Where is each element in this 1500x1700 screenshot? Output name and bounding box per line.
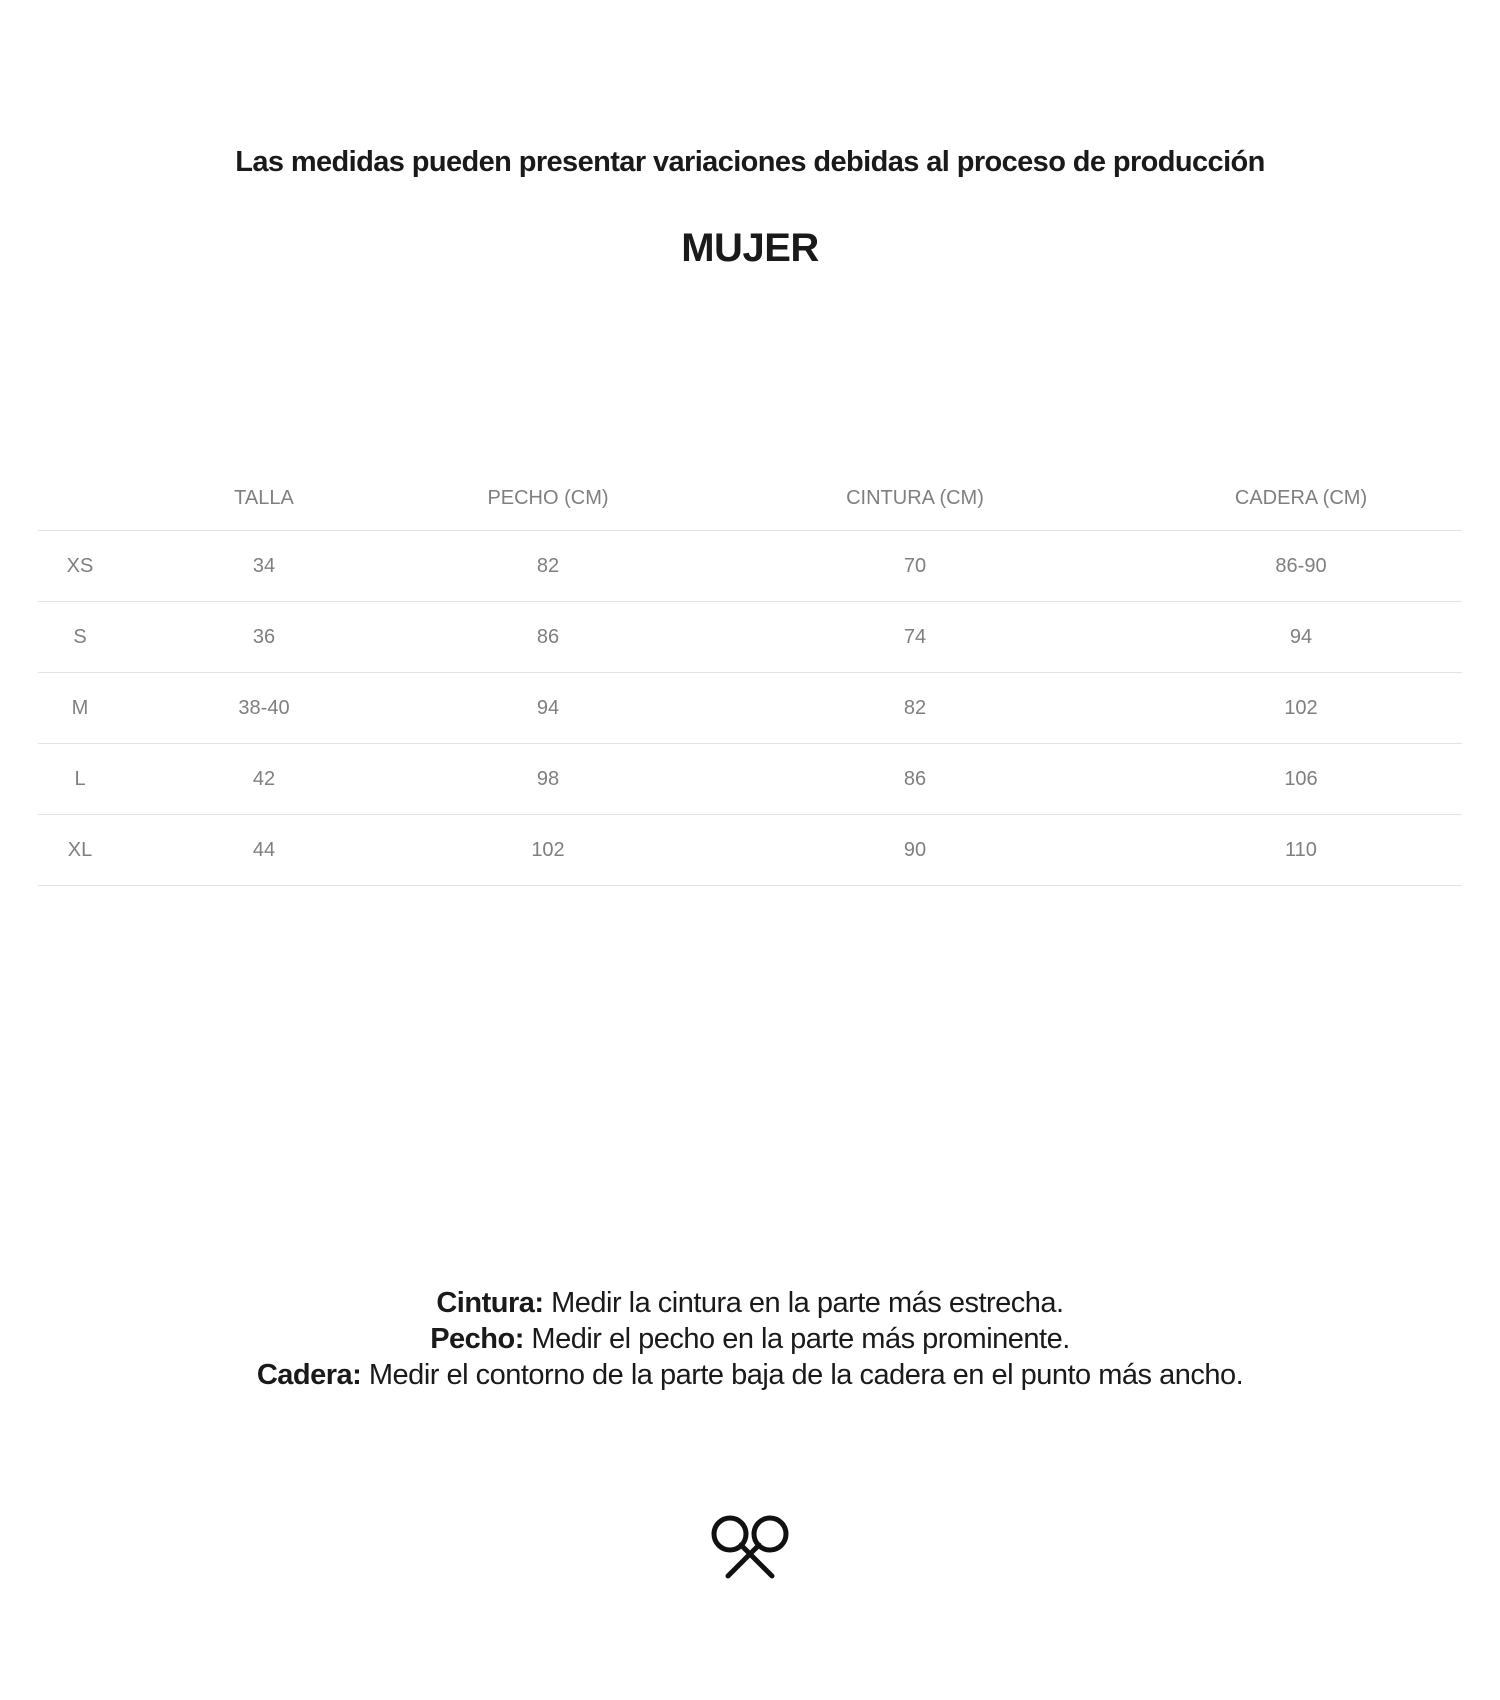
instruction-line-cintura [0,1285,1500,1321]
size-label-cell: M [38,673,122,744]
cadera-cell: 106 [1140,744,1462,815]
table-header-row [38,466,1462,531]
talla-cell: 44 [122,815,406,886]
cadera-cell: 94 [1140,602,1462,673]
talla-cell: 38-40 [122,673,406,744]
instruction-text: Medir el contorno de la parte baja de la cadera en el punto más ancho. [361,1359,1244,1391]
cintura-cell: 70 [690,531,1140,602]
cadera-cell: 110 [1140,815,1462,886]
size-label-cell: L [38,744,122,815]
size-label-cell: XL [38,815,122,886]
size-label-cell: S [38,602,122,673]
production-variation-notice: Las medidas pueden presentar variaciones debidas al proceso de producción [235,146,1265,178]
cintura-cell: 90 [690,815,1140,886]
instruction-term: Cadera: [256,1359,362,1391]
table-row [38,744,1462,815]
header-cell-pecho: PECHO (CM) [406,466,690,531]
cintura-cell: 82 [690,673,1140,744]
talla-cell: 42 [122,744,406,815]
pecho-cell: 82 [406,531,690,602]
table-row [38,602,1462,673]
header-cell-cintura: CINTURA (CM) [690,466,1140,531]
talla-cell: 36 [122,602,406,673]
instruction-text: Medir el pecho en la parte más prominente. [523,1323,1070,1355]
instruction-line-pecho [0,1321,1500,1357]
pecho-cell: 94 [406,673,690,744]
cintura-cell: 86 [690,744,1140,815]
instruction-line-cadera [0,1357,1500,1393]
crossed-rackets-icon [710,1514,790,1580]
instruction-term: Cintura: [436,1287,544,1319]
cadera-cell: 102 [1140,673,1462,744]
cadera-cell: 86-90 [1140,531,1462,602]
table-row [38,531,1462,602]
talla-cell: 34 [122,531,406,602]
instruction-text: Medir la cintura en la parte más estrecha. [543,1287,1064,1319]
instruction-term: Pecho: [430,1323,524,1355]
measurement-instructions [0,1285,1500,1393]
size-chart-table [38,466,1462,886]
section-title: MUJER [681,226,819,270]
header-cell-cadera: CADERA (CM) [1140,466,1462,531]
table-row [38,815,1462,886]
pecho-cell: 98 [406,744,690,815]
pecho-cell: 102 [406,815,690,886]
header-cell-talla: TALLA [122,466,406,531]
cintura-cell: 74 [690,602,1140,673]
size-label-cell: XS [38,531,122,602]
table-row [38,673,1462,744]
header-cell [38,466,122,531]
pecho-cell: 86 [406,602,690,673]
